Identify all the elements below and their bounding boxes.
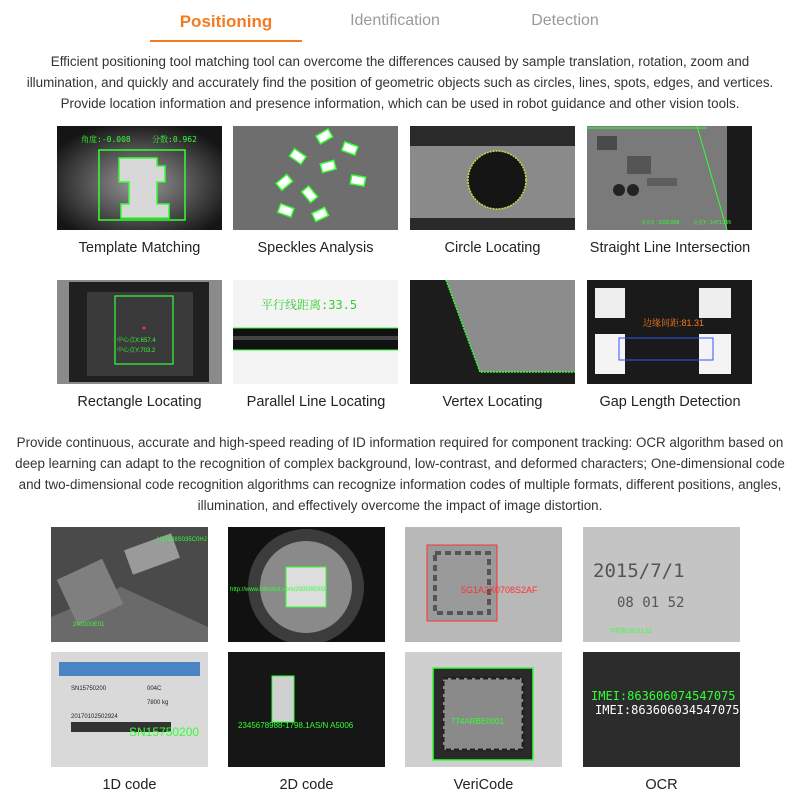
caption-gap-length: Gap Length Detection	[599, 394, 741, 410]
vericode-top-text: 5G1A2X0708S2AF	[461, 585, 538, 595]
2d-code-image-top	[228, 527, 385, 642]
1d-bottom-code: 004C	[147, 686, 162, 692]
2d-bottom-code-text: 2345678988-1798.1AS/N A5006	[238, 721, 354, 730]
ocr-top-time: 08 01 52	[617, 595, 685, 611]
caption-1d-code: 1D code	[102, 777, 157, 793]
ocr-top-date: 2015/7/1	[593, 560, 685, 582]
1d-bottom-serial: SN15750200	[71, 686, 107, 692]
gap-length-image	[587, 280, 752, 384]
rectangle-locating-image	[57, 280, 222, 384]
2d-top-code-text: http://www.hikrobot.com/200000000	[230, 587, 326, 593]
tab-positioning[interactable]: Positioning	[179, 12, 273, 31]
ocr-image-bottom	[583, 652, 740, 767]
tab-detection[interactable]: Detection	[531, 12, 599, 29]
rect-center-x-label: 中心点X:657.4	[117, 338, 156, 344]
caption-speckles-analysis: Speckles Analysis	[257, 240, 374, 256]
line-intersection-image	[587, 126, 752, 230]
template-matching-image	[57, 126, 222, 230]
ocr-top-result: 字符数:08:01:52	[609, 629, 653, 635]
2d-code-image-bottom	[228, 652, 385, 767]
template-score-label: 分数:0.962	[152, 135, 197, 144]
parallel-line-image	[233, 280, 398, 384]
active-tab-indicator	[150, 40, 302, 42]
ocr-bottom-source: IMEI:863606034547075	[595, 703, 740, 717]
rect-center-y-label: 中心点Y:703.2	[117, 348, 156, 354]
identification-description: Provide continuous, accurate and high-speed reading of ID information required for component tracking: OCR algorithm based on deep learning can adapt to the recognition of complex background, low-contrast, and deformed characters; One-dimensional code and two-dimensional code recognition algorithms can recognize information codes of multiple formats, different positions, angles, illumination, and effectively overcome the impact of image distortion.	[15, 435, 785, 513]
caption-vericode: VeriCode	[453, 777, 514, 793]
tab-bar	[0, 0, 800, 44]
caption-template-matching: Template Matching	[78, 240, 201, 256]
speckles-analysis-image	[233, 126, 398, 230]
ocr-bottom-result: IMEI:863606074547075	[591, 689, 736, 703]
circle-locating-image	[410, 126, 575, 230]
intersection-y-label: 交点Y : 1471.395	[693, 220, 732, 226]
1d-bottom-result: SN15750200	[129, 725, 200, 739]
template-angle-label: 角度:-0.008	[81, 135, 131, 144]
1d-bottom-weight: 7800 kg	[147, 700, 169, 706]
intersection-x-label: 交点X : 2293.858	[641, 220, 680, 226]
1d-code-image-bottom	[51, 652, 208, 767]
vericode-image-bottom	[405, 652, 562, 767]
vericode-image-top	[405, 527, 562, 642]
caption-circle-locating: Circle Locating	[444, 240, 541, 256]
caption-2d-code: 2D code	[279, 777, 334, 793]
caption-line-intersection: Straight Line Intersection	[589, 240, 751, 256]
caption-vertex-locating: Vertex Locating	[442, 394, 543, 410]
caption-rectangle-locating: Rectangle Locating	[77, 394, 202, 410]
positioning-description: Efficient positioning tool matching tool can overcome the differences caused by sample translation, rotation, zoom and illumination, and quickly and accurately find the position of geometric objects such as circles, lines, spots, edges, and vertices. Provide location information and presence information, which can be used in robot guidance and other vision tools.	[26, 54, 774, 111]
vericode-bottom-text: 774ARBE0001	[451, 717, 504, 726]
1d-top-code-b: 2A0100E01	[73, 622, 105, 628]
caption-parallel-line: Parallel Line Locating	[246, 394, 386, 410]
gap-length-label: 边缘间距:81.31	[643, 318, 705, 328]
1d-code-image-top	[51, 527, 208, 642]
ocr-image-top	[583, 527, 740, 642]
caption-ocr: OCR	[645, 777, 678, 793]
1d-bottom-date: 20170102502924	[71, 714, 118, 720]
tab-identification[interactable]: Identification	[350, 12, 440, 29]
vertex-locating-image	[410, 280, 575, 384]
1d-top-code-a: HJ2308S035C0HJ	[157, 537, 207, 543]
parallel-distance-label: 平行线距离:33.5	[261, 298, 358, 312]
